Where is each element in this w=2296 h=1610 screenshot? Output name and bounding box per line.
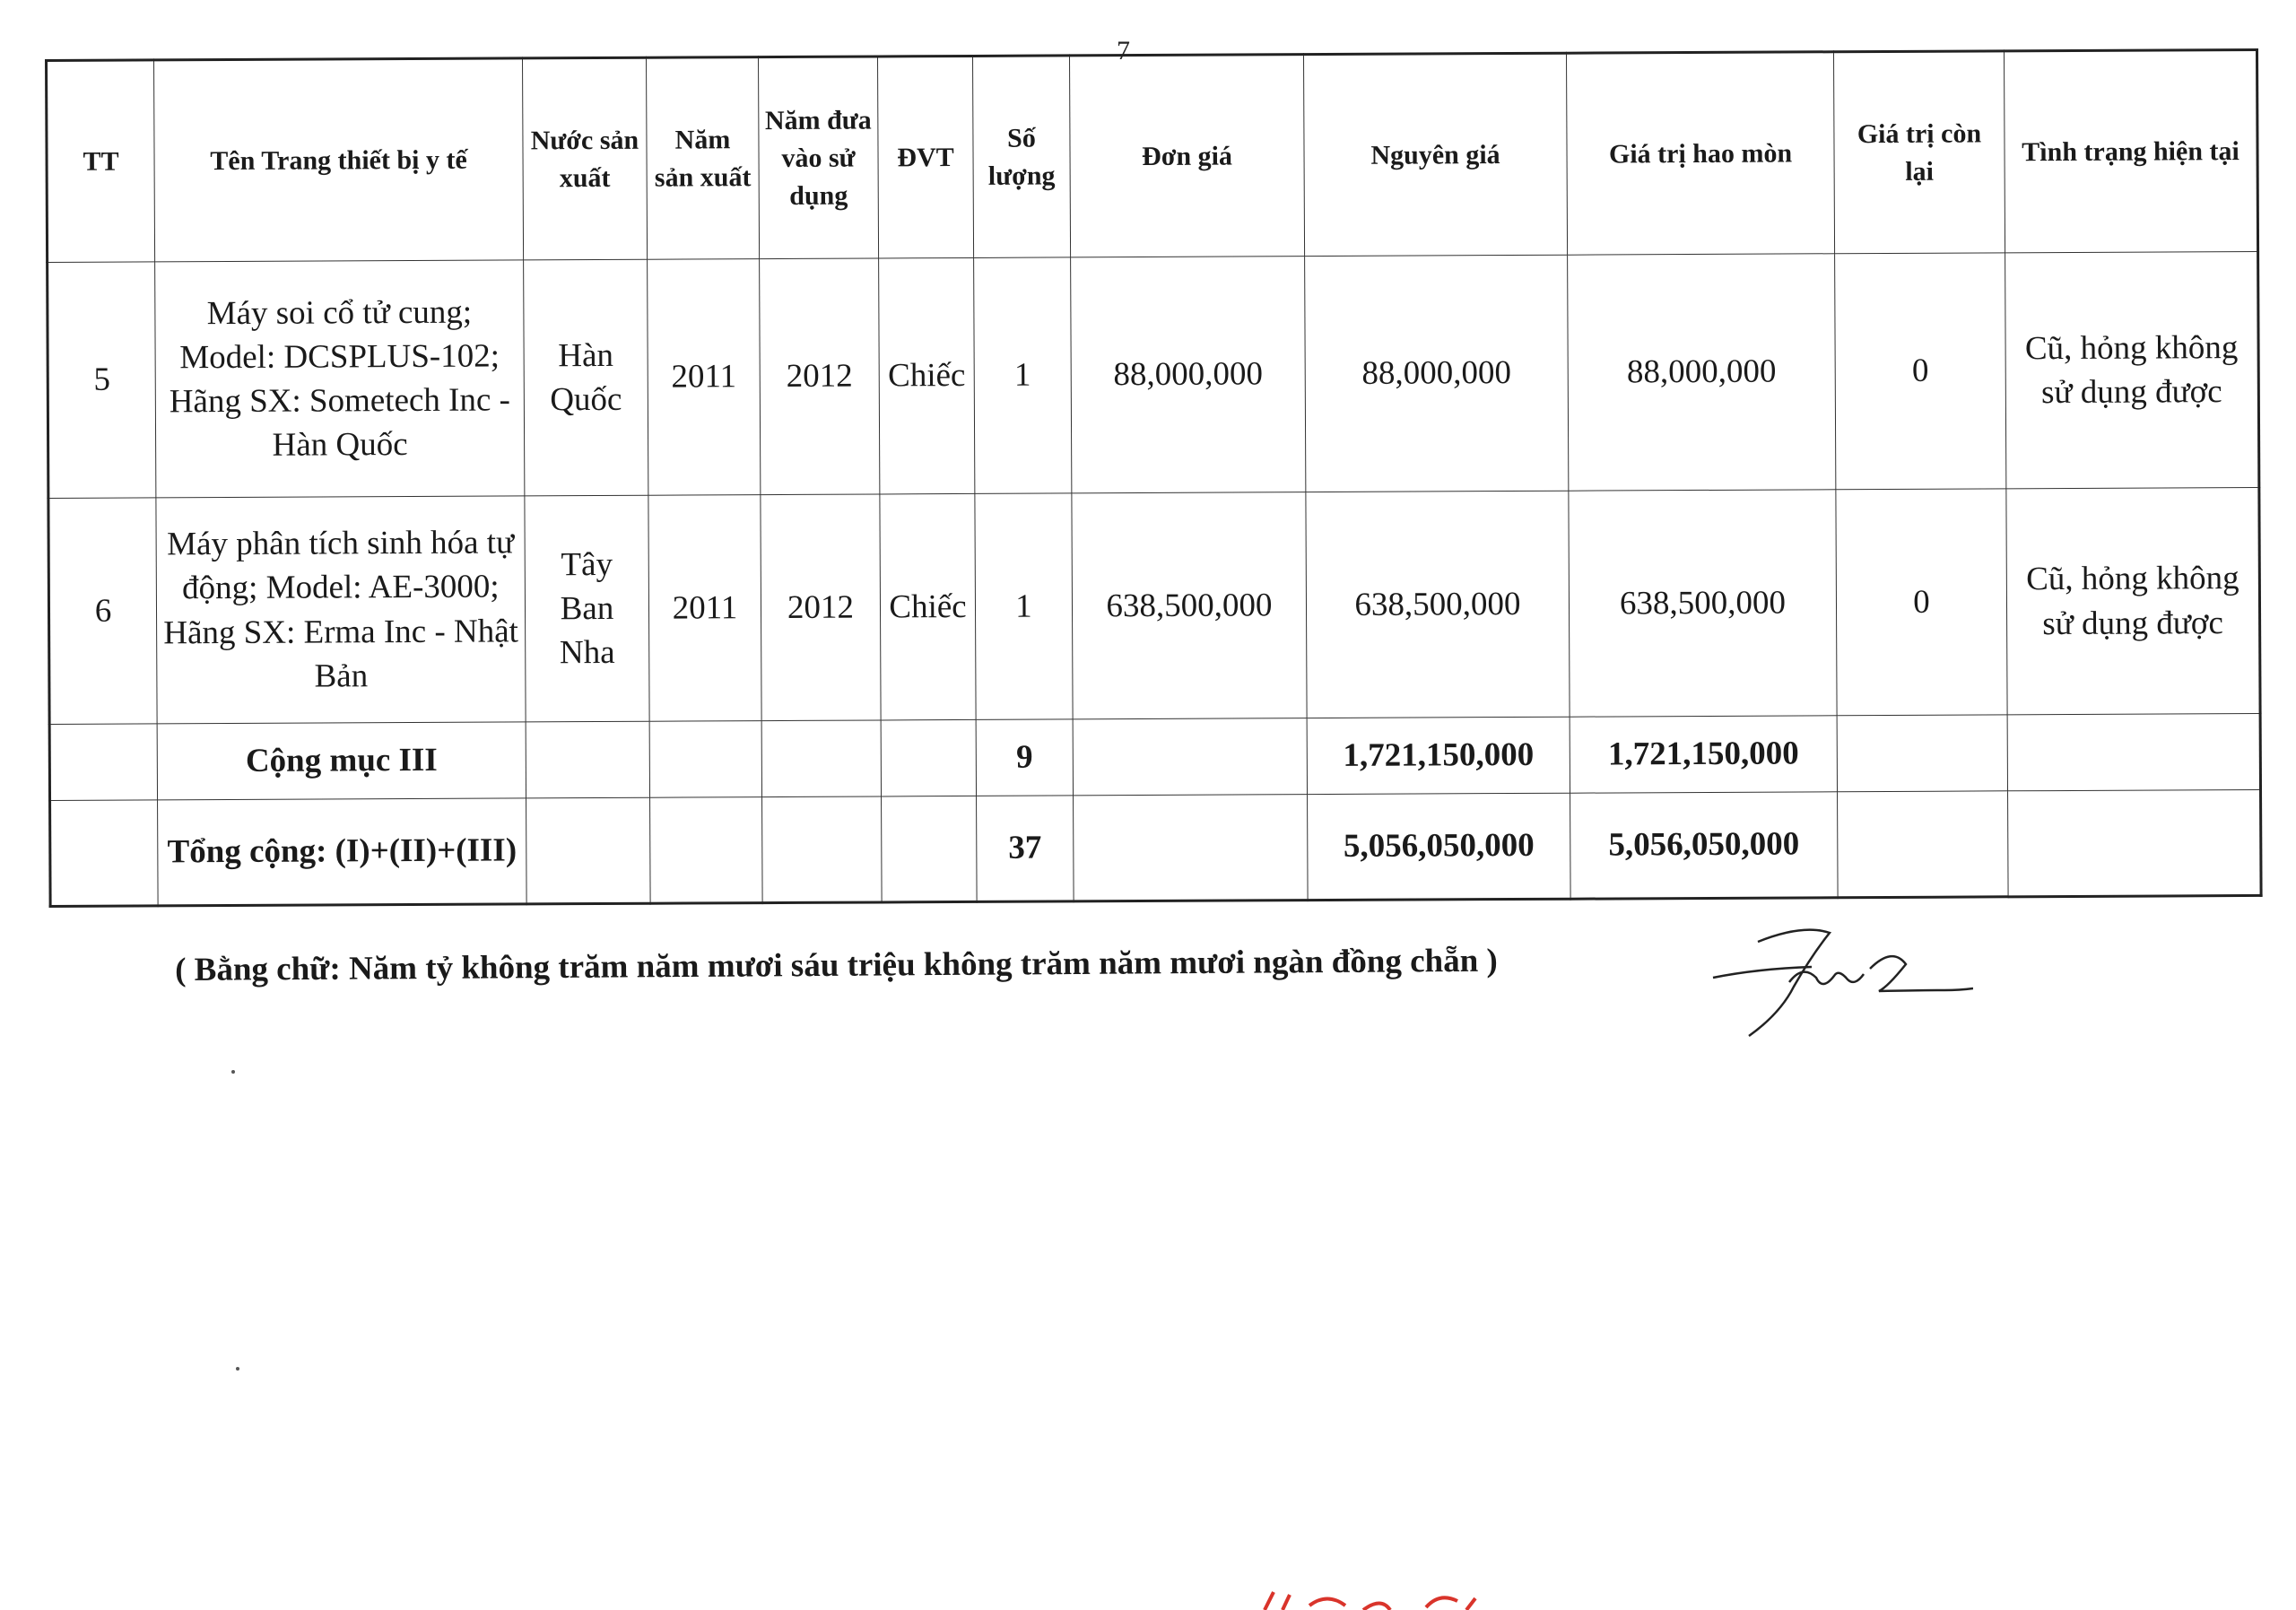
cell-empty [1073,718,1307,796]
header-original-value: Nguyên giá [1303,53,1567,256]
cell-empty [2007,713,2260,790]
cell-unit: Chiếc [880,493,976,720]
cell-original-value: 638,500,000 [1306,491,1570,718]
subtotal-original-value: 1,721,150,000 [1307,717,1570,794]
cell-original-value: 88,000,000 [1305,255,1569,492]
scan-speck [231,1070,235,1074]
table-row [48,487,2260,724]
cell-year-used: 2012 [760,258,880,495]
cell-quantity: 1 [974,257,1072,494]
header-tt: TT [47,60,155,263]
page-number: 7 [1117,36,1130,65]
header-remaining-value: Giá trị còn lại [1833,51,2005,254]
cell-equipment-name: Máy phân tích sinh hóa tự động; Model: AE-3000; Hãng SX: Erma Inc - Nhật Bản [156,496,526,724]
subtotal-quantity: 9 [976,719,1073,796]
cell-empty [650,797,763,904]
header-unit: ĐVT [877,56,973,258]
cell-empty [49,724,157,801]
subtotal-depreciation: 1,721,150,000 [1570,716,1837,793]
cell-current-status: Cũ, hỏng không sử dụng được [2005,251,2259,488]
cell-remaining-value: 0 [1836,489,2007,716]
header-equipment-name: Tên Trang thiết bị y tế [154,58,524,262]
total-depreciation: 5,056,050,000 [1570,792,1839,899]
header-year-made: Năm sản xuất [646,57,759,260]
cell-equipment-name: Máy soi cổ tử cung; Model: DCSPLUS-102; Hãng SX: Sometech Inc - Hàn Quốc [155,260,525,498]
header-unit-price: Đơn giá [1069,55,1304,257]
cell-empty [50,800,159,907]
cell-year-made: 2011 [648,495,761,722]
cell-unit: Chiếc [879,257,975,494]
cell-depreciation: 638,500,000 [1569,490,1837,717]
amount-in-words: ( Bằng chữ: Năm tỷ không trăm năm mươi sáu triệu không trăm năm mươi ngàn đồng chẵn ) [175,942,1498,988]
total-label: Tổng cộng: (I)+(II)+(III) [158,798,527,906]
cell-unit-price: 88,000,000 [1071,257,1306,493]
handwritten-signature [1704,915,1973,1040]
header-country: Nước sản xuất [523,57,648,260]
cell-empty [1838,791,2009,898]
subtotal-row [49,713,2260,800]
cell-empty [1074,795,1309,901]
header-current-status: Tình trạng hiện tại [2004,49,2257,252]
equipment-table-container [45,48,2260,908]
scan-speck [236,1367,239,1371]
table-row [48,251,2259,498]
header-year-used: Năm đưa vào sử dụng [758,57,878,259]
total-original-value: 5,056,050,000 [1308,793,1571,900]
total-row [50,789,2262,906]
cell-quantity: 1 [975,493,1073,720]
stamp-fragment-icon [1247,1588,1516,1610]
subtotal-label: Cộng mục III [157,722,526,800]
cell-empty [881,719,976,796]
cell-tt: 6 [48,498,157,725]
cell-empty [649,721,761,798]
cell-year-used: 2012 [761,494,881,721]
equipment-table [45,48,2263,908]
cell-country: Tây Ban Nha [525,495,649,722]
cell-empty [2008,789,2262,896]
cell-empty [762,796,883,903]
cell-empty [761,720,881,797]
cell-empty [526,721,649,798]
cell-empty [882,796,978,902]
cell-unit-price: 638,500,000 [1072,492,1307,719]
total-quantity: 37 [977,796,1074,902]
table-header-row [47,49,2258,262]
header-depreciation: Giá trị hao mòn [1566,52,1834,255]
cell-current-status: Cũ, hỏng không sử dụng được [2006,487,2260,714]
cell-tt: 5 [48,262,156,499]
cell-year-made: 2011 [648,259,761,496]
cell-empty [1837,715,2007,792]
cell-country: Hàn Quốc [524,259,648,496]
cell-depreciation: 88,000,000 [1568,254,1836,491]
cell-empty [526,797,651,904]
cell-remaining-value: 0 [1835,253,2006,490]
header-quantity: Số lượng [972,56,1070,258]
